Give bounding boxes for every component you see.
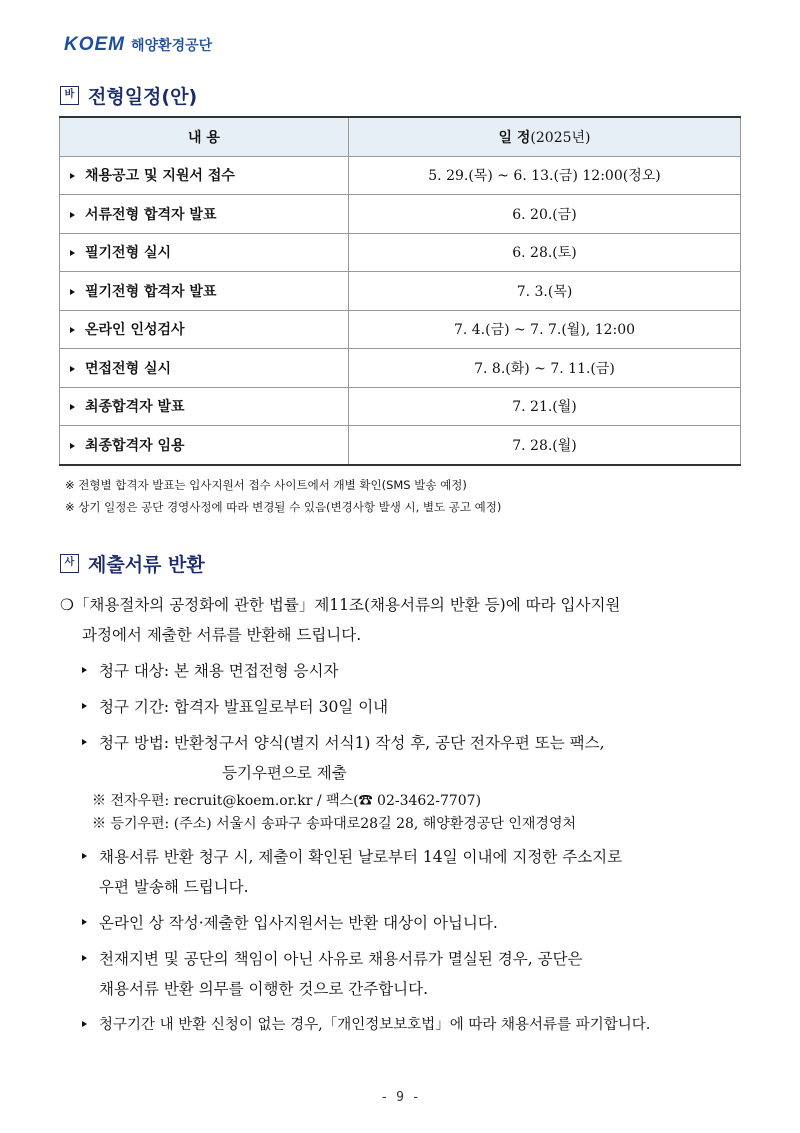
- section-schedule-heading: [60, 82, 197, 109]
- bullet-item: [60, 1010, 750, 1040]
- col-content-header: 내 용: [60, 117, 349, 156]
- triangle-bullet-icon: [82, 853, 87, 859]
- bullet-text: 천재지변 및 공단의 책임이 아닌 사유로 채용서류가 멸실된 경우, 공단은: [99, 950, 583, 968]
- schedule-item-label: 최종합격자 발표: [85, 399, 185, 416]
- schedule-date: 5. 29.(목) ~ 6. 13.(금) 12:00(정오): [349, 156, 741, 195]
- table-row: [60, 272, 741, 311]
- return-body: [60, 590, 750, 1040]
- triangle-bullet-icon: [82, 739, 87, 745]
- col-date-header-main: 일 정: [498, 129, 531, 146]
- bullet-text: 청구 방법: 반환청구서 양식(별지 서식1) 작성 후, 공단 전자우편 또는 팩스,: [99, 734, 605, 752]
- table-row: [60, 426, 741, 465]
- table-row: [60, 233, 741, 272]
- bullet-text: 청구 기간: 합격자 발표일로부터 30일 이내: [99, 698, 389, 716]
- bullet-text-continued: 등기우편으로 제출: [222, 764, 347, 782]
- triangle-bullet-icon: [70, 289, 75, 295]
- schedule-item: [60, 310, 349, 349]
- table-row: [60, 156, 741, 195]
- logo-name: 해양환경공단: [131, 38, 213, 54]
- table-row: [60, 349, 741, 388]
- schedule-date: 6. 20.(금): [349, 195, 741, 234]
- koem-logo: [64, 34, 212, 56]
- schedule-notes: [65, 474, 501, 518]
- section-marker: 사: [60, 554, 79, 573]
- schedule-item-label: 온라인 인성검사: [85, 322, 185, 339]
- schedule-item-label: 면접전형 실시: [85, 360, 172, 377]
- triangle-bullet-icon: [82, 667, 87, 673]
- section-title: 전형일정(안): [88, 86, 198, 108]
- triangle-bullet-icon: [70, 173, 75, 179]
- schedule-item: [60, 387, 349, 426]
- bullet-item: [60, 656, 750, 686]
- schedule-date: 7. 8.(화) ~ 7. 11.(금): [349, 349, 741, 388]
- col-date-header-year: (2025년): [530, 129, 591, 146]
- bullet-item: [60, 692, 750, 722]
- schedule-item-label: 필기전형 합격자 발표: [85, 283, 217, 300]
- schedule-item: [60, 233, 349, 272]
- triangle-bullet-icon: [82, 703, 87, 709]
- schedule-date: 7. 21.(월): [349, 387, 741, 426]
- schedule-date: 6. 28.(토): [349, 233, 741, 272]
- bullet-item: [60, 908, 750, 938]
- triangle-bullet-icon: [70, 366, 75, 372]
- schedule-item: [60, 195, 349, 234]
- table-header-row: [60, 117, 741, 156]
- bullet-text: 청구기간 내 반환 신청이 없는 경우,「개인정보보호법」에 따라 채용서류를 파기합니다.: [99, 1017, 651, 1033]
- triangle-bullet-icon: [70, 212, 75, 218]
- triangle-bullet-icon: [82, 955, 87, 961]
- col-date-header: [349, 117, 741, 156]
- bullet-item: [60, 728, 750, 788]
- schedule-item-label: 채용공고 및 지원서 접수: [85, 168, 235, 185]
- schedule-item: [60, 156, 349, 195]
- schedule-item: [60, 349, 349, 388]
- page-number: - 9 -: [380, 1090, 420, 1105]
- schedule-table: [59, 116, 741, 466]
- bullet-text: 온라인 상 작성·제출한 입사지원서는 반환 대상이 아닙니다.: [99, 914, 498, 932]
- intro-line-1: ❍「채용절차의 공정화에 관한 법률」제11조(채용서류의 반환 등)에 따라 입사지원: [60, 596, 621, 614]
- schedule-item-label: 최종합격자 임용: [85, 437, 185, 454]
- note-line: ※ 상기 일정은 공단 경영사정에 따라 변경될 수 있음(변경사항 발생 시, 별도 공고 예정): [65, 500, 502, 514]
- section-marker: 바: [60, 86, 79, 105]
- schedule-item: [60, 426, 349, 465]
- schedule-date: 7. 4.(금) ~ 7. 7.(월), 12:00: [349, 310, 741, 349]
- intro-paragraph: [60, 590, 750, 650]
- bullet-text: 채용서류 반환 청구 시, 제출이 확인된 날로부터 14일 이내에 지정한 주소지로: [99, 848, 623, 866]
- triangle-bullet-icon: [82, 1021, 87, 1027]
- schedule-item-label: 서류전형 합격자 발표: [85, 206, 217, 223]
- bullet-item: [60, 842, 750, 902]
- table-row: [60, 195, 741, 234]
- bullet-item: [60, 944, 750, 1004]
- schedule-item-label: 필기전형 실시: [85, 245, 172, 262]
- schedule-item: [60, 272, 349, 311]
- table-row: [60, 387, 741, 426]
- triangle-bullet-icon: [70, 327, 75, 333]
- schedule-date: 7. 28.(월): [349, 426, 741, 465]
- table-row: [60, 310, 741, 349]
- section-title: 제출서류 반환: [88, 554, 205, 576]
- intro-line-2: 과정에서 제출한 서류를 반환해 드립니다.: [82, 626, 362, 644]
- bullet-text-continued: 채용서류 반환 의무를 이행한 것으로 간주합니다.: [99, 980, 429, 998]
- bullet-text-continued: 우편 발송해 드립니다.: [99, 878, 249, 896]
- triangle-bullet-icon: [70, 443, 75, 449]
- note-line: ※ 전형별 합격자 발표는 입사지원서 접수 사이트에서 개별 확인(SMS 발송 예정): [65, 478, 467, 492]
- reference-email-fax: ※ 전자우편: recruit@koem.or.kr / 팩스(☎ 02-3462-7707): [92, 793, 482, 809]
- section-return-heading: [60, 550, 205, 577]
- triangle-bullet-icon: [82, 919, 87, 925]
- bullet-text: 청구 대상: 본 채용 면접전형 응시자: [99, 662, 339, 680]
- triangle-bullet-icon: [70, 404, 75, 410]
- schedule-date: 7. 3.(목): [349, 272, 741, 311]
- triangle-bullet-icon: [70, 250, 75, 256]
- logo-mark: KOEM: [64, 34, 125, 55]
- reference-mail-address: ※ 등기우편: (주소) 서울시 송파구 송파대로28길 28, 해양환경공단 인재경영처: [92, 816, 576, 832]
